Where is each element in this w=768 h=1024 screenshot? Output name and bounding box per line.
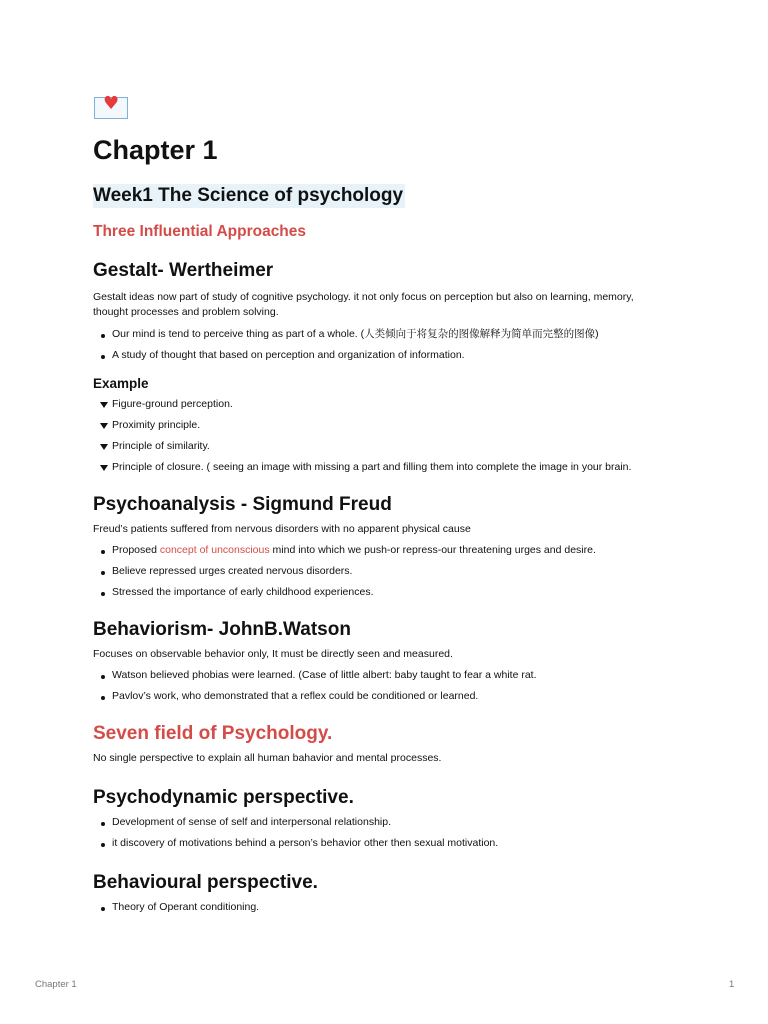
- footer-page-number: 1: [729, 979, 735, 990]
- toggle-item[interactable]: [93, 418, 663, 433]
- list-item: [93, 585, 663, 600]
- bullet-dot: [101, 843, 105, 847]
- list-item-text: it discovery of motivations behind a person’s behavior other then sexual motivation.: [112, 837, 499, 849]
- list-item: [93, 327, 663, 342]
- page-title: Chapter 1: [93, 135, 218, 165]
- psychodynamic-heading: Psychodynamic perspective.: [93, 787, 354, 808]
- bullet-dot: [101, 334, 105, 338]
- example-heading: Example: [93, 376, 149, 391]
- list-item-text: A study of thought that based on perception and organization of information.: [112, 349, 465, 361]
- list-item-text: Proposed: [112, 544, 160, 556]
- toggle-item[interactable]: [93, 439, 663, 454]
- gestalt-heading: Gestalt- Wertheimer: [93, 260, 274, 281]
- toggle-item-text: Principle of closure. ( seeing an image with missing a part and filling them into complete the image in your brain.: [112, 461, 632, 473]
- love-letter-icon: ♥: [93, 94, 663, 124]
- list-item-text: Development of sense of self and interpersonal relationship.: [112, 816, 391, 828]
- bullet-dot: [101, 571, 105, 575]
- week-heading: Week1 The Science of psychology: [93, 185, 404, 206]
- toggle-item-text: Principle of similarity.: [112, 440, 210, 452]
- list-item: [93, 543, 663, 558]
- list-item: [93, 689, 663, 704]
- list-item-text: Our mind is tend to perceive thing as part of a whole. (人类倾向于将复杂的图像解释为简单而完整的图像): [112, 328, 599, 340]
- footer-chapter-label: Chapter 1: [35, 979, 77, 990]
- list-item-text: Watson believed phobias were learned. (Case of little albert: baby taught to fear a white rat.: [112, 669, 537, 681]
- list-item: [93, 815, 663, 830]
- highlighted-term: concept of unconscious: [159, 544, 270, 556]
- toggle-triangle-icon[interactable]: [100, 423, 108, 429]
- behaviorism-intro: Focuses on observable behavior only, It must be directly seen and measured.: [93, 648, 453, 660]
- freud-heading: Psychoanalysis - Sigmund Freud: [93, 494, 392, 515]
- list-item-text: Pavlov’s work, who demonstrated that a reflex could be conditioned or learned.: [112, 690, 479, 702]
- list-item: [93, 900, 663, 915]
- approaches-heading: Three Influential Approaches: [93, 223, 307, 240]
- toggle-item-text: Figure-ground perception.: [112, 398, 233, 410]
- freud-intro: Freud’s patients suffered from nervous disorders with no apparent physical cause: [93, 523, 471, 535]
- bullet-dot: [101, 355, 105, 359]
- toggle-item-text: Proximity principle.: [112, 419, 201, 431]
- toggle-triangle-icon[interactable]: [100, 465, 108, 471]
- seven-fields-intro: No single perspective to explain all human bahavior and mental processes.: [93, 752, 442, 764]
- list-item: [93, 564, 663, 579]
- list-item: [93, 836, 663, 851]
- seven-fields-heading: Seven field of Psychology.: [93, 723, 333, 744]
- bullet-dot: [101, 592, 105, 596]
- toggle-triangle-icon[interactable]: [100, 402, 108, 408]
- bullet-dot: [101, 696, 105, 700]
- list-item-text: Theory of Operant conditioning.: [112, 901, 260, 913]
- list-item: [93, 668, 663, 683]
- bullet-dot: [101, 907, 105, 911]
- list-item-text: mind into which we push-or repress-our threatening urges and desire.: [269, 544, 596, 556]
- list-item-text: Believe repressed urges created nervous disorders.: [112, 565, 353, 577]
- toggle-item[interactable]: [93, 460, 663, 475]
- list-item: [93, 348, 663, 363]
- behaviorism-heading: Behaviorism- JohnB.Watson: [93, 619, 351, 640]
- behavioural-heading: Behavioural perspective.: [93, 872, 318, 893]
- bullet-dot: [101, 550, 105, 554]
- document-page: [93, 94, 663, 915]
- toggle-item[interactable]: [93, 397, 663, 412]
- bullet-dot: [101, 822, 105, 826]
- toggle-triangle-icon[interactable]: [100, 444, 108, 450]
- bullet-dot: [101, 675, 105, 679]
- list-item-text: Stressed the importance of early childhood experiences.: [112, 586, 374, 598]
- gestalt-intro: Gestalt ideas now part of study of cognitive psychology. it not only focus on perception but also on learning, memory, thought processes and problem solving.: [93, 291, 634, 318]
